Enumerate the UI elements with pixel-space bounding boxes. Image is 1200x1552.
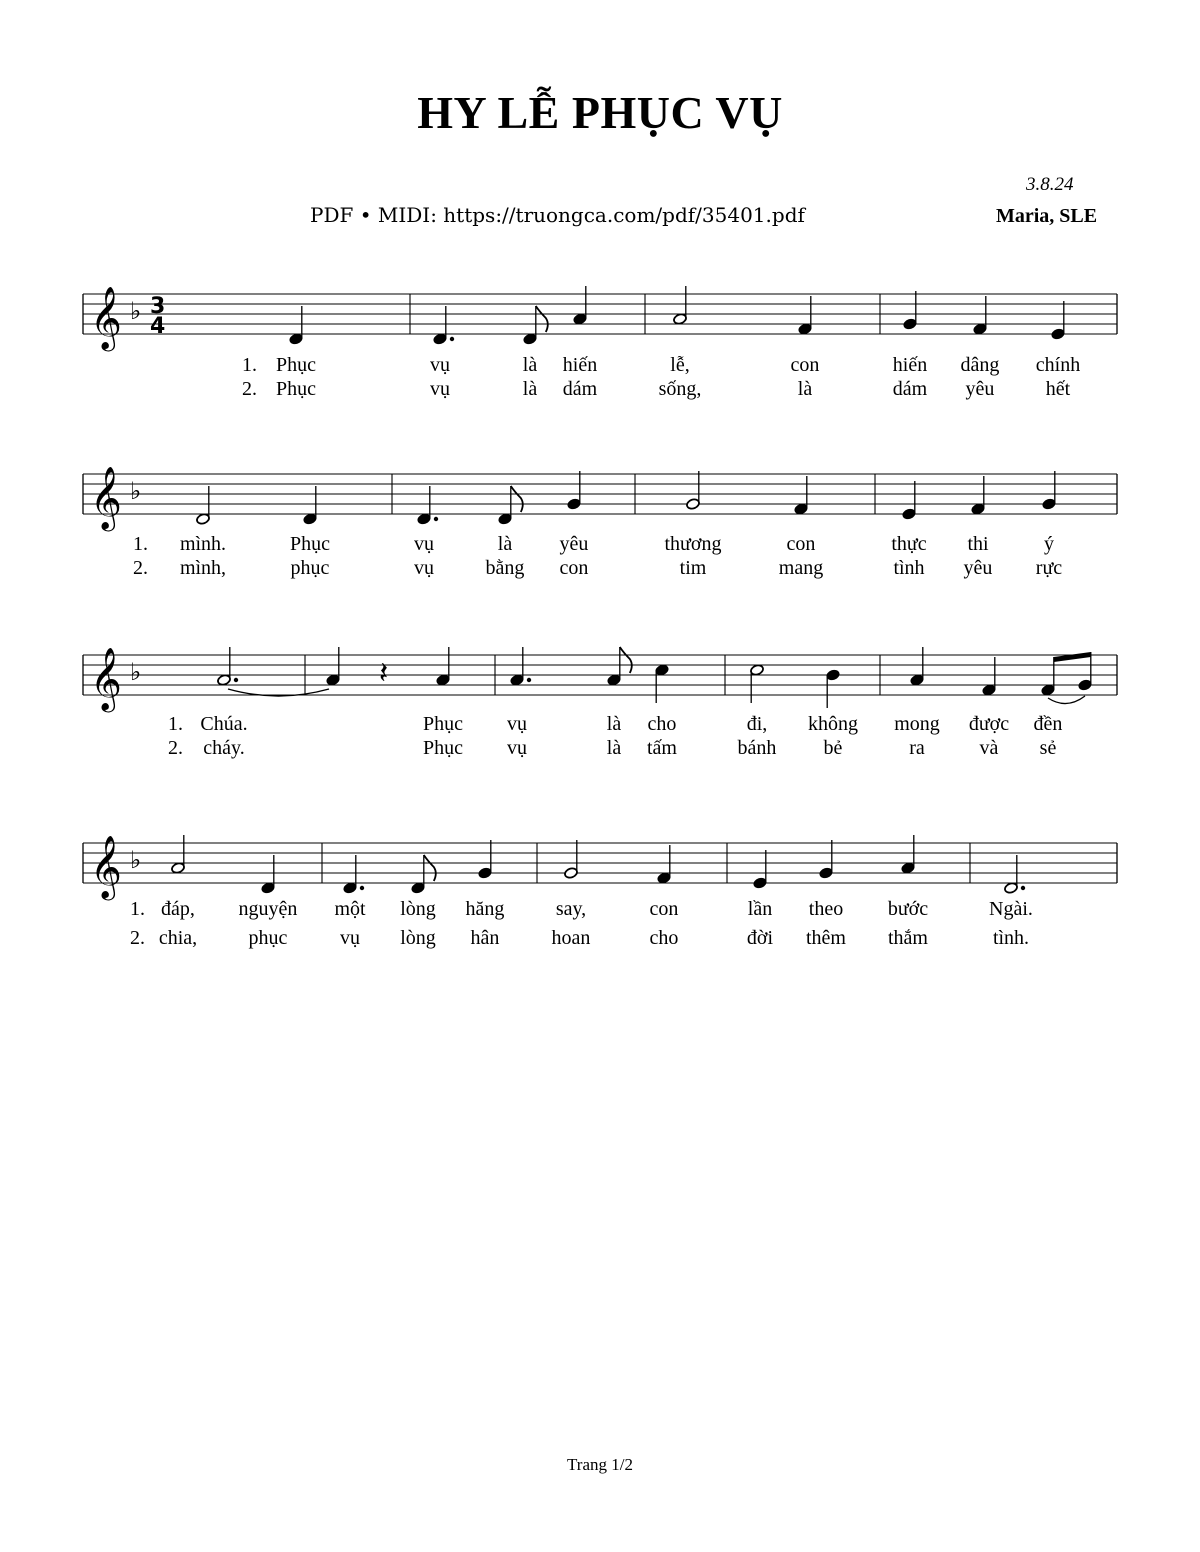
lyric-verse-2: dám [562,378,598,400]
lyric-verse-1: hiến [892,354,928,376]
note [239,855,298,949]
lyric-verse-2: và [979,737,999,759]
notehead [289,333,304,346]
lyric-verse-1: cho [647,713,677,735]
notehead [686,498,701,511]
staff-system [83,835,1117,949]
lyric-verse-1: con [786,533,816,555]
verse-2-label: 2. [130,927,145,949]
lyric-verse-2: cho [649,927,679,949]
lyric-verse-2: vụ [340,927,360,949]
dot [1021,886,1025,890]
lyric-verse-2: Phục [423,737,463,759]
lyric-verse-2: cháy. [203,737,245,759]
verse-1-label: 1. [133,533,148,555]
notehead [436,674,451,687]
lyric-verse-1: thực [891,533,927,555]
lyric-verse-1: dâng [960,354,1000,376]
lyric-verse-1: Phục [290,533,330,555]
lyric-verse-1: đi, [746,713,768,735]
notehead [1041,684,1056,697]
dot [434,517,438,521]
lyric-verse-2: hết [1045,378,1071,400]
flag [511,486,523,512]
lyric-verse-1: Ngài. [989,898,1033,920]
dot [527,678,531,682]
verse-1-label: 1. [130,898,145,920]
notehead [750,664,765,677]
notehead [902,508,917,521]
note [747,850,774,949]
lyric-verse-1: là [606,713,622,735]
lyric-verse-2: ra [909,737,925,759]
lyric-verse-1: ý [1044,533,1054,555]
note [379,656,388,691]
notehead [1042,498,1057,511]
lyric-verse-2: là [797,378,813,400]
note [791,296,820,400]
note [891,481,926,579]
verse-1-label: 1. [242,354,257,376]
lyric-verse-2: yêu [963,557,993,579]
lyric-verse-1: được [968,713,1010,735]
notehead [903,318,918,331]
lyric-verse-1: bước [887,898,929,920]
notehead [303,513,318,526]
dot [450,337,454,341]
lyric-verse-1: là [522,354,538,376]
notehead [433,333,448,346]
lyric-verse-2: vụ [414,557,434,579]
lyric-verse-1: thương [664,533,722,555]
note [552,840,591,949]
lyric-verse-2: bẻ [823,737,843,759]
note [894,647,940,759]
note [523,306,548,400]
notehead [1051,328,1066,341]
note [1036,301,1080,400]
notehead [573,313,588,326]
note [665,471,722,579]
lyric-verse-2: mình, [179,557,227,579]
time-signature-bottom: 4 [150,314,166,339]
lyric-verse-1: không [808,713,858,735]
composition-date: 3.8.24 [1026,174,1074,195]
notehead [657,872,672,885]
notehead [819,867,834,880]
lyric-verse-2: sẻ [1039,737,1057,759]
lyric-verse-1: Phục [423,713,463,735]
note [486,486,525,579]
staff-system [83,466,1117,579]
notehead [673,313,688,326]
lyric-verse-1: con [649,898,679,920]
notehead [971,503,986,516]
notehead [607,674,622,687]
note [961,296,1000,400]
note [989,855,1033,949]
note [423,647,463,759]
note [400,855,436,949]
notehead [1078,679,1093,692]
staff-system [83,647,1117,759]
lyric-verse-2: chia, [158,927,198,949]
lyric-verse-1: yêu [559,533,589,555]
lyric-verse-2: dám [892,378,928,400]
notehead [411,882,426,895]
notehead [753,877,768,890]
lyric-verse-1: Chúa. [200,713,248,735]
note [893,291,928,400]
dot [360,886,364,890]
lyric-verse-1: một [334,898,366,920]
flat-key-signature-icon: ♭ [130,297,142,325]
lyric-verse-2: tim [679,557,707,579]
notehead [417,513,432,526]
lyric-verse-1: lễ, [670,354,690,376]
note [607,647,632,759]
staff-system [83,286,1117,400]
notehead [1004,882,1019,895]
verse-2-label: 2. [242,378,257,400]
lyric-verse-1: theo [808,898,844,920]
verse-2-label: 2. [133,557,148,579]
composer-name: Maria, SLE [996,205,1098,227]
note [276,306,316,400]
lyric-verse-1: lòng [400,898,436,920]
note [290,486,330,579]
lyric-verse-1: đền [1033,713,1063,735]
lyric-verse-1: mong [894,713,940,735]
verse-2-label: 2. [168,737,183,759]
note [334,855,366,949]
lyric-verse-1: hiến [562,354,598,376]
lyric-verse-1: đáp, [161,898,195,920]
dot [234,678,238,682]
note [159,835,197,949]
source-link[interactable]: PDF • MIDI: https://truongca.com/pdf/35401.pdf [310,203,805,227]
lyric-verse-2: mang [778,557,824,579]
lyric-verse-1: là [497,533,513,555]
notehead [217,674,232,687]
note [888,835,929,949]
note [326,647,341,686]
lyric-verse-2: thêm [806,927,846,949]
lyric-verse-2: vụ [507,737,527,759]
lyric-verse-1: say, [555,898,587,920]
lyric-verse-1: lần [747,898,773,920]
lyric-verse-2: tình [893,557,925,579]
lyric-verse-2: bằng [485,557,525,579]
flat-key-signature-icon: ♭ [130,477,142,505]
notehead [564,867,579,880]
verse-1-label: 1. [168,713,183,735]
notehead [523,333,538,346]
note [466,840,505,949]
notehead [478,867,493,880]
page-number: Trang 1/2 [567,1455,633,1474]
treble-clef-icon: 𝄞 [90,835,122,898]
lyric-verse-2: tấm [647,737,677,759]
lyric-verse-2: bánh [737,737,777,759]
note [659,286,702,400]
note [964,476,993,579]
notehead [510,674,525,687]
lyric-verse-2: thắm [888,927,928,949]
lyric-verse-2: tình. [992,927,1030,949]
lyric-verse-2: hân [470,927,500,949]
lyric-verse-1: con [790,354,820,376]
notehead [261,882,276,895]
notehead [826,669,841,682]
lyric-verse-2: con [559,557,589,579]
lyric-verse-2: là [522,378,538,400]
notehead [982,684,997,697]
notehead [567,498,582,511]
treble-clef-icon: 𝄞 [90,466,122,529]
flat-key-signature-icon: ♭ [130,658,142,686]
notehead [901,862,916,875]
notehead [655,664,670,677]
lyric-verse-2: vụ [430,378,450,400]
treble-clef-icon: 𝄞 [90,647,122,710]
lyric-verse-2: rực [1035,557,1063,579]
note [1036,471,1063,579]
lyric-verse-2: đời [746,927,774,949]
notehead [343,882,358,895]
notehead [794,503,809,516]
flag [536,306,548,332]
note [560,471,589,579]
lyric-verse-2: hoan [551,927,591,949]
lyric-verse-1: Phục [276,354,316,376]
note [650,845,679,949]
lyric-verse-2: Phục [276,378,316,400]
lyric-verse-1: chính [1035,354,1081,376]
lyric-verse-1: vụ [507,713,527,735]
song-title: HY LỄ PHỤC VỤ [417,87,783,138]
notehead [910,674,925,687]
note [507,647,531,759]
note [969,657,1009,759]
flag [424,855,436,881]
lyric-verse-2: yêu [965,378,995,400]
lyric-verse-1: vụ [430,354,450,376]
notehead [973,323,988,336]
lyric-verse-1: nguyện [238,898,298,920]
time-signature-top: 3 [150,294,166,319]
quarter-rest-icon: 𝄽 [379,656,389,691]
lyric-verse-2: phục [290,557,330,579]
note [1034,657,1063,759]
note [806,840,846,949]
beam [1054,652,1091,662]
notehead [326,674,341,687]
flag [620,647,632,673]
note [738,664,777,759]
notehead [171,862,186,875]
notehead [498,513,513,526]
lyric-verse-2: là [606,737,622,759]
treble-clef-icon: 𝄞 [90,286,122,349]
lyric-verse-1: vụ [414,533,434,555]
note [563,286,598,400]
note [647,664,677,759]
lyric-verse-1: hăng [465,898,505,920]
note [180,486,226,579]
lyric-verse-2: phục [248,927,288,949]
note [414,486,438,579]
slur [1048,696,1085,704]
note [779,476,823,579]
flat-key-signature-icon: ♭ [130,846,142,874]
note [200,647,247,759]
lyric-verse-1: mình. [179,533,227,555]
notehead [196,513,211,526]
lyric-verse-2: sống, [658,378,702,400]
note [808,669,858,759]
lyric-verse-1: thi [967,533,989,555]
note [430,306,454,400]
notehead [798,323,813,336]
lyric-verse-2: lòng [400,927,436,949]
